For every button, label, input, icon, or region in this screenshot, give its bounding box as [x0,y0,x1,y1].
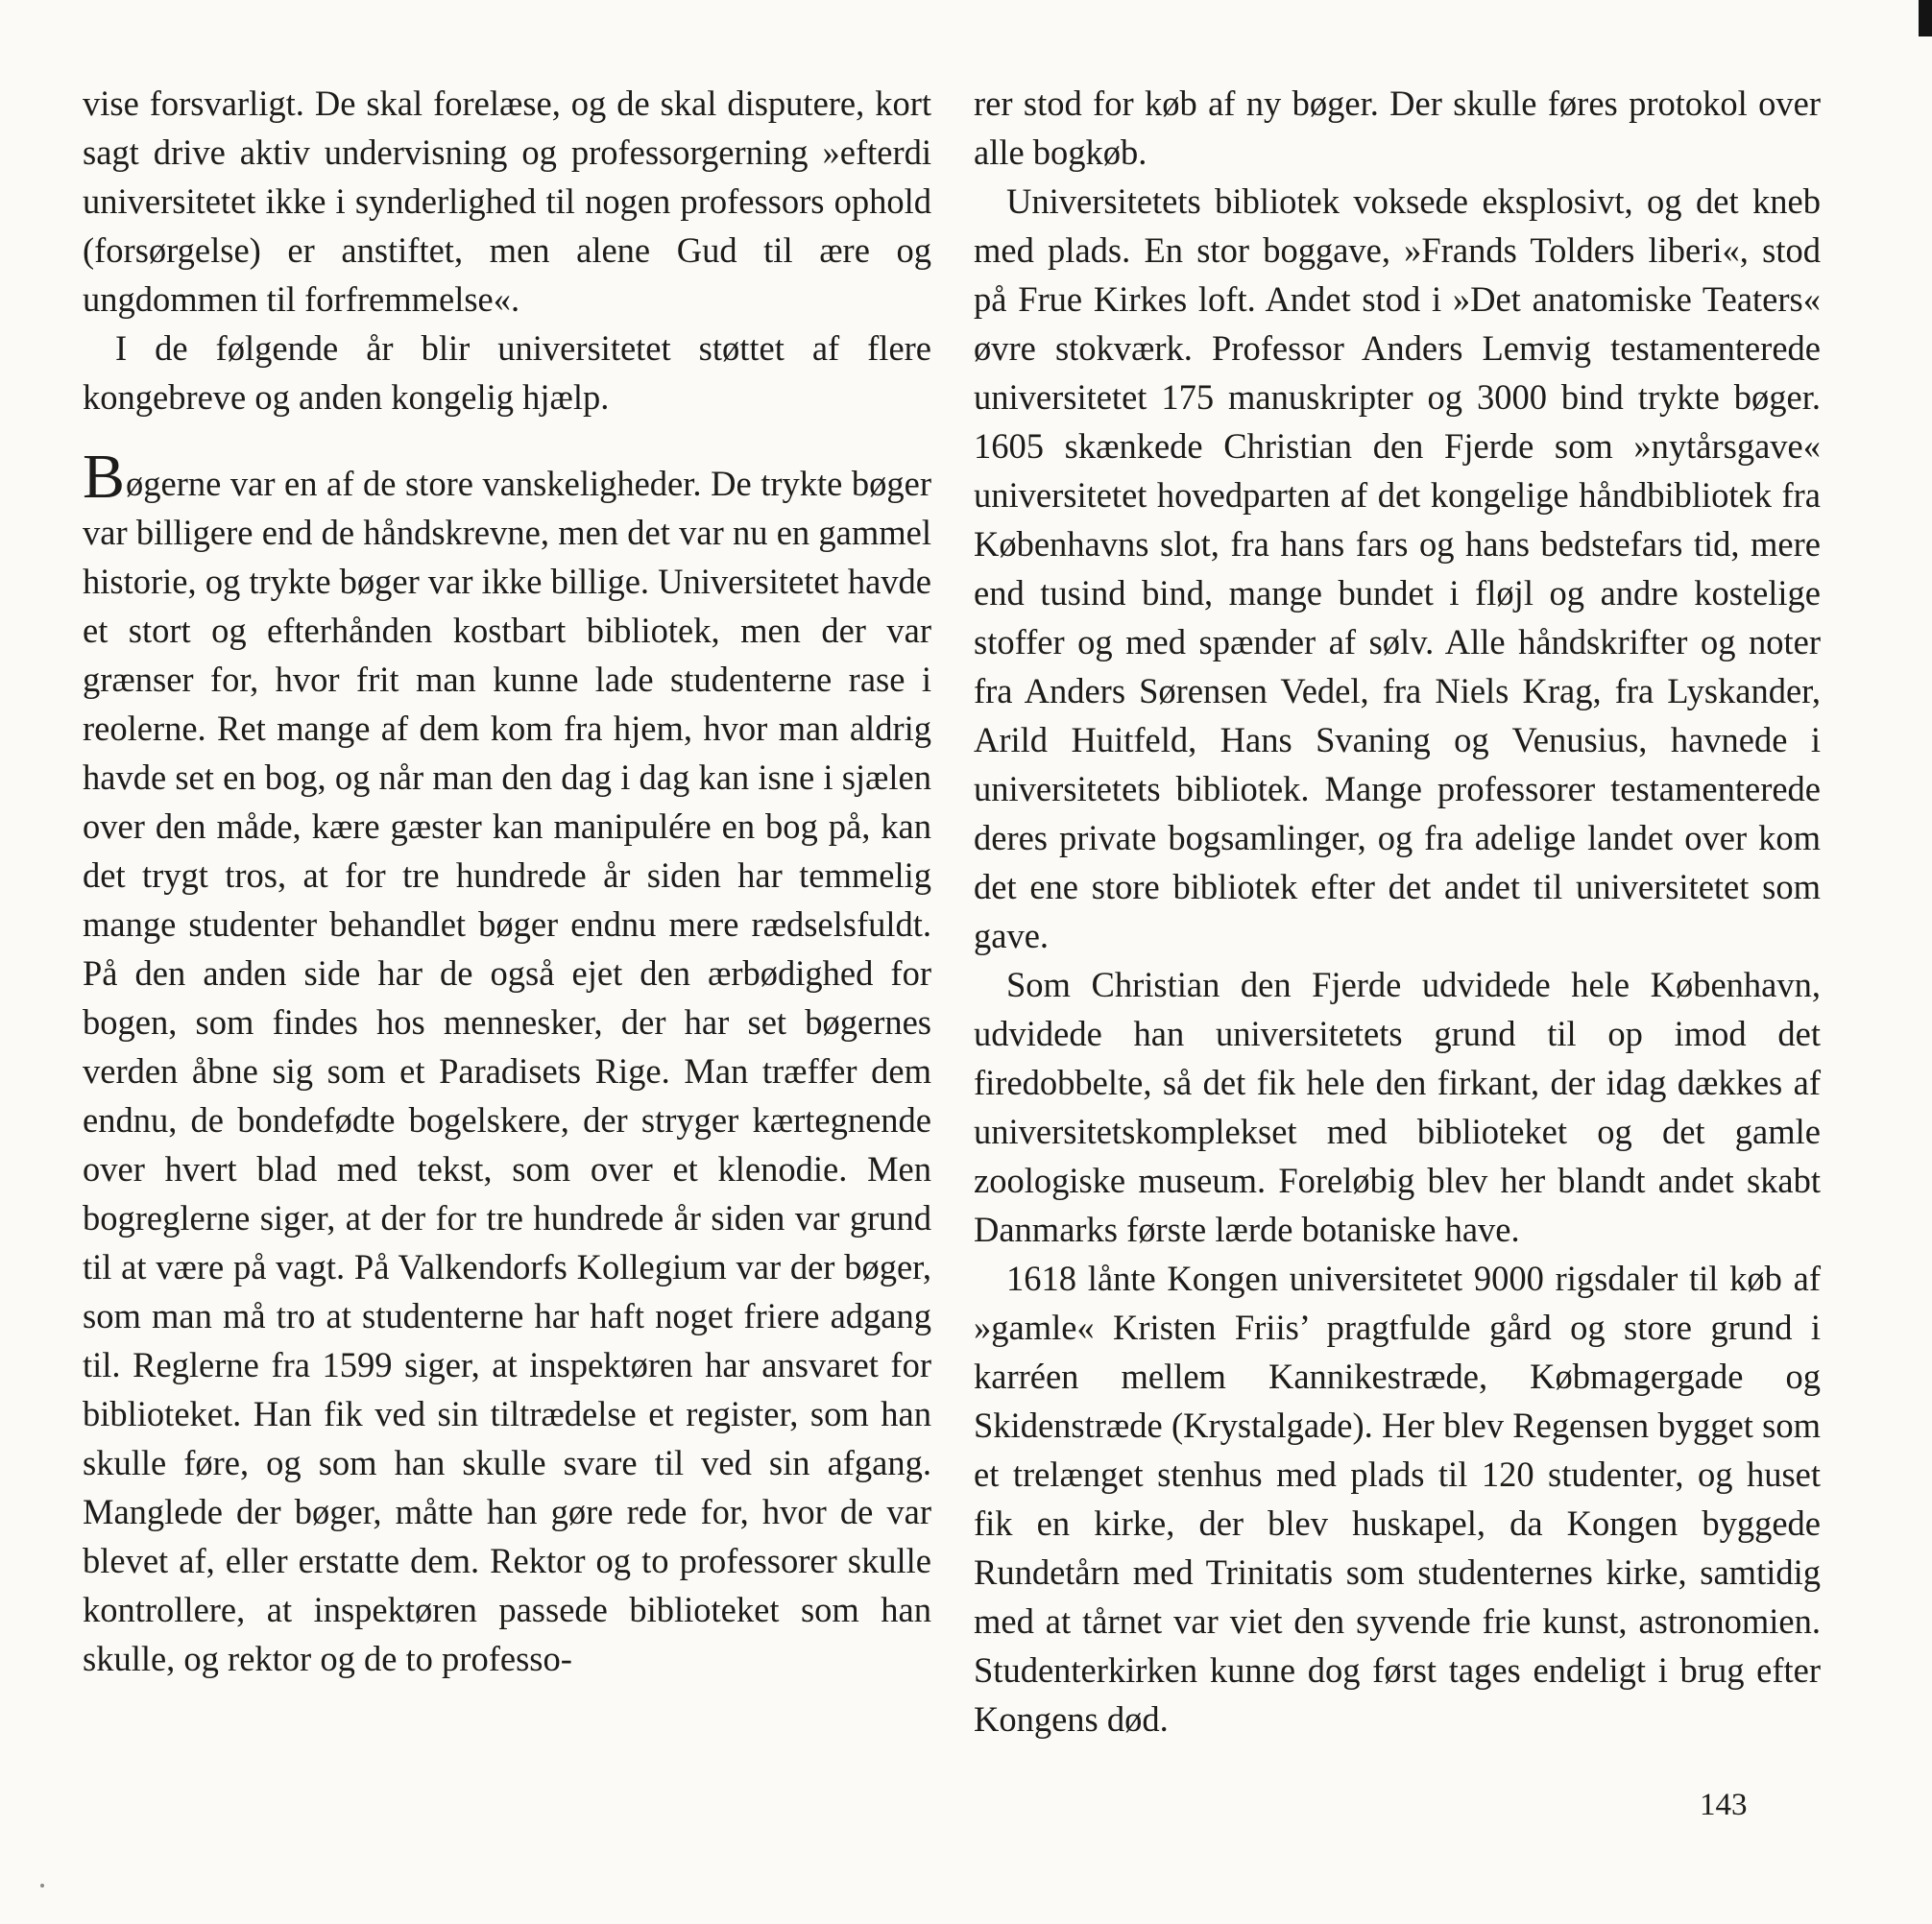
section-paragraph [83,442,931,1683]
scan-edge-mark [1919,0,1932,36]
paragraph: 1618 lånte Kongen universitetet 9000 rigsdaler til køb af »gamle« Kristen Friis’ pragtfulde gård og store grund i karréen mellem Kannikestræde, Købmagergade og Skidenstræde (Krystalgade). Her blev Regensen bygget som et trelænget stenhus med plads til 120 studenter, og huset fik en kirke, der blev huskapel, da Kongen byggede Rundetårn med Trinitatis som studenternes kirke, samtidig med at tårnet var viet den syvende frie kunst, astronomien. Studenterkirken kunne dog først tages endeligt i brug efter Kongens død. [974,1259,1821,1739]
paragraph-text: øgerne var en af de store vanskeligheder. De trykte bøger var billigere end de håndskrevne, men det var nu en gammel historie, og trykte bøger var ikke billige. Universitetet havde et stort og efterhånden kostbart bibliotek, men der var grænser for, hvor frit man kunne lade studenterne rase i reolerne. Ret mange af dem kom fra hjem, hvor man aldrig havde set en bog, og når man den dag i dag kan isne i sjælen over den måde, kære gæster kan manipulére en bog på, kan det trygt tros, at for tre hundrede år siden har temmelig mange studenter behandlet bøger endnu mere rædselsfuldt. På den anden side har de også ejet den ærbødighed for bogen, som findes hos mennesker, der har set bøgernes verden åbne sig som et Paradisets Rige. Man træffer dem endnu, de bondefødte bogelskere, der stryger kærtegnende over hvert blad med tekst, som over et klenodie. Men bogreglerne siger, at der for tre hundrede år siden var grund til at være på vagt. På Valkendorfs Kollegium var der bøger, som man må tro at studenterne har haft noget friere adgang til. Reglerne fra 1599 siger, at inspektøren har ansvaret for biblioteket. Han fik ved sin tiltrædelse et register, som han skulle føre, og som han skulle svare til ved sin afgang. Manglede der bøger, måtte han gøre rede for, hvor de var blevet af, eller erstatte dem. Rektor og to professorer skulle kontrollere, at inspektøren passede biblioteket som han skulle, og rektor og de to professo- [83,464,931,1678]
paragraph: vise forsvarligt. De skal forelæse, og de skal disputere, kort sagt drive aktiv undervisning og professorgerning »efterdi universitetet ikke i synderlighed til nogen professors ophold (forsørgelse) er anstiftet, men alene Gud til ære og ungdommen til forfremmelse«. [83,84,931,319]
page-number: 143 [1700,1788,1748,1822]
left-text-column [83,79,931,1683]
right-text-column [974,79,1821,1744]
paragraph: I de følgende år blir universitetet støttet af flere kongebreve og anden kongelig hjælp. [83,328,931,417]
paragraph: Universitetets bibliotek voksede eksplosivt, og det kneb med plads. En stor boggave, »Frands Tolders liberi«, stod på Frue Kirkes loft. Andet stod i »Det anatomiske Teaters« øvre stokværk. Professor Anders Lemvig testamenterede universitetet 175 manuskripter og 3000 bind trykte bøger. 1605 skænkede Christian den Fjerde som »nytårsgave« universitetet hovedparten af det kongelige håndbibliotek fra Københavns slot, fra hans fars og hans bedstefars tid, mere end tusind bind, mange bundet i fløjl og andre kostelige stoffer og med spænder af sølv. Alle håndskrifter og noter fra Anders Sørensen Vedel, fra Niels Krag, fra Lyskander, Arild Huitfeld, Hans Svaning og Venusius, havnede i universitetets bibliotek. Mange professorer testamenterede deres private bogsamlinger, og fra adelige landet over kom det ene store bibliotek efter det andet til universitetet som gave. [974,181,1821,955]
paragraph: Som Christian den Fjerde udvidede hele København, udvidede han universitetets grund til op imod det firedobbelte, så det fik hele den firkant, der idag dækkes af universitetskomplekset med biblioteket og det gamle zoologiske museum. Foreløbig blev her blandt andet skabt Danmarks første lærde botaniske have. [974,965,1821,1249]
scan-speck [40,1884,44,1888]
drop-cap-initial: B [83,442,126,512]
paragraph: rer stod for køb af ny bøger. Der skulle føres protokol over alle bogkøb. [974,84,1821,172]
